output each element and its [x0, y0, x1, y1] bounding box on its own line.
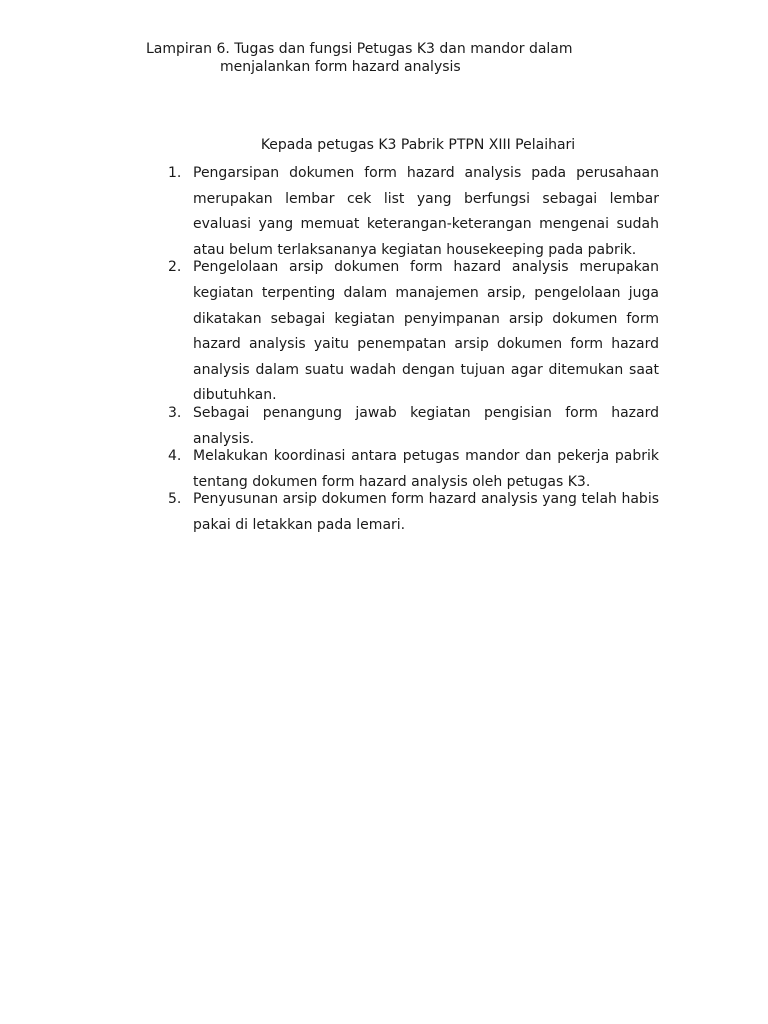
list-item-number: 4.	[168, 448, 182, 465]
list-item-text: Penyusunan arsip dokumen form hazard analysis yang telah habis pakai di letakkan pada lemari.	[193, 491, 659, 533]
list-item-number: 5.	[168, 491, 182, 508]
list-item-number: 1.	[168, 165, 182, 181]
document-heading	[146, 40, 606, 76]
list-item-text: Melakukan koordinasi antara petugas mandor dan pekerja pabrik tentang dokumen form hazard analysis oleh petugas K3.	[193, 448, 659, 490]
duties-list	[168, 161, 659, 539]
list-item-text: Pengelolaan arsip dokumen form hazard analysis merupakan kegiatan terpenting dalam manajemen arsip, pengelolaan juga dikatakan sebagai kegiatan penyimpanan arsip dokumen form hazard analysis yaitu penempatan arsip dokumen form hazard analysis dalam suatu wadah dengan tujuan agar ditemukan saat dibutuhkan.	[193, 259, 659, 404]
heading-line-1: Lampiran 6. Tugas dan fungsi Petugas K3 dan mandor dalam	[146, 41, 573, 57]
list-item	[168, 487, 659, 538]
list-item-text: Pengarsipan dokumen form hazard analysis pada perusahaan merupakan lembar cek list yang berfungsi sebagai lembar evaluasi yang memuat keterangan-keterangan mengenai sudah atau belum terlaksananya kegiatan housekeeping pada pabrik.	[193, 165, 659, 258]
list-item-number: 3.	[168, 404, 182, 421]
list-item-text: Sebagai penangung jawab kegiatan pengisian form hazard analysis.	[193, 404, 659, 447]
list-item-number: 2.	[168, 259, 182, 276]
list-item	[168, 161, 659, 263]
heading-line-2: menjalankan form hazard analysis	[220, 59, 461, 75]
addressee-line: Kepada petugas K3 Pabrik PTPN XIII Pelaihari	[260, 137, 576, 153]
list-item	[168, 255, 659, 409]
